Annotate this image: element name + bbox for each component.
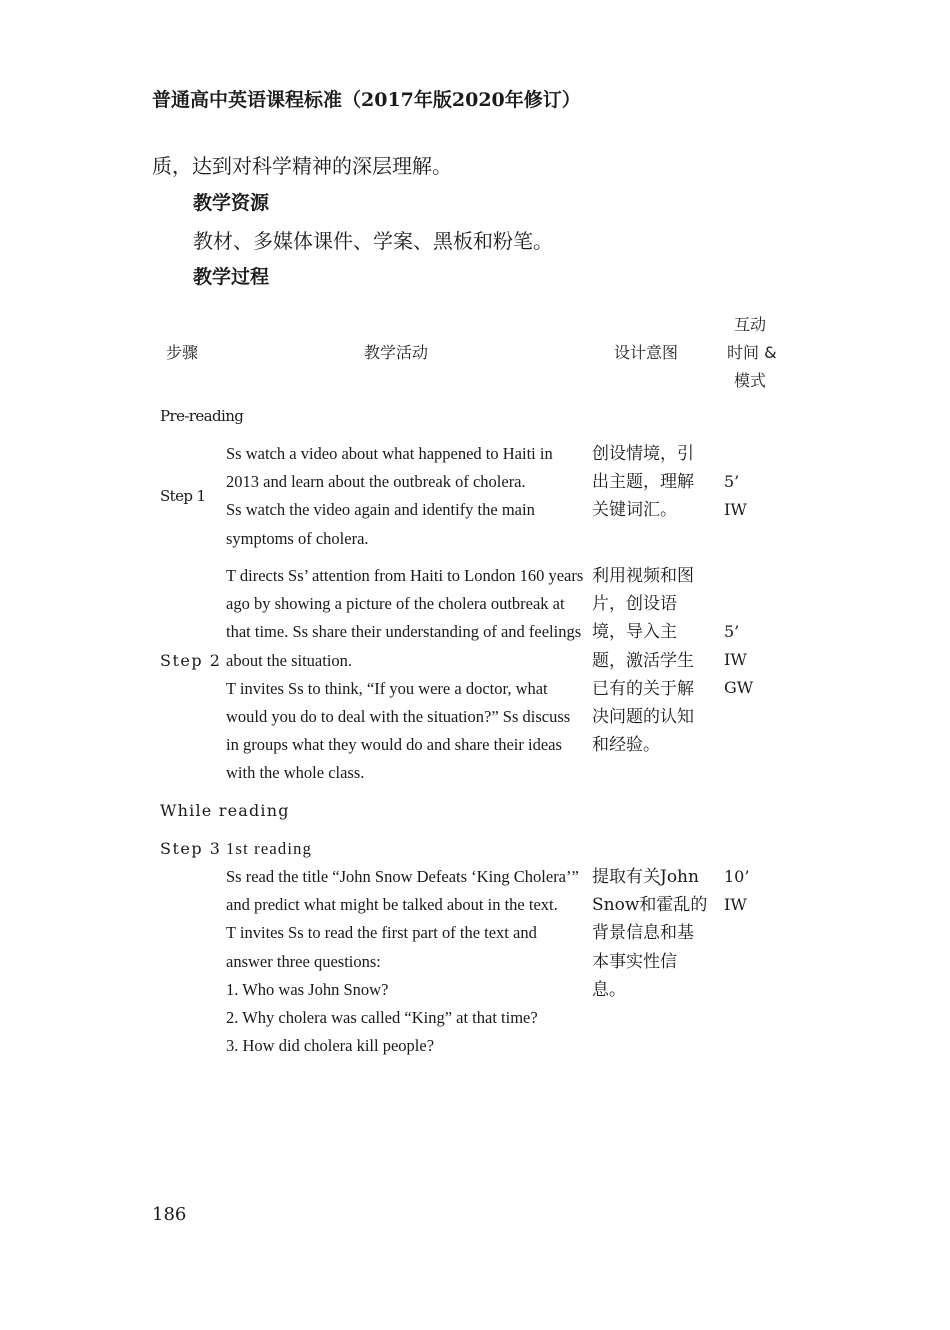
header-activity: 教学活动 — [364, 343, 429, 362]
step3-activity — [226, 863, 586, 1060]
step2-label: Step 2 — [160, 651, 222, 670]
resources-text: 教材、多媒体课件、学案、黑板和粉笔。 — [193, 229, 553, 253]
step1-activity-line: Ss watch the video again and identify the main symptoms of cholera. — [226, 500, 535, 548]
phase-while-reading: While reading — [160, 801, 290, 820]
step3-mode: 10’ IW — [724, 867, 750, 915]
step2-mode: 5’ IW GW — [724, 622, 754, 698]
step3-activity-line: Ss read the title “John Snow Defeats ‘King Cholera’” and predict what might be talked about in the text. — [226, 867, 579, 915]
running-header: 普通高中英语课程标准（2017年版2020年修订） — [152, 89, 581, 111]
step2-activity — [226, 562, 586, 788]
step3-subtitle: 1st reading — [226, 839, 313, 858]
step1-activity-line: Ss watch a video about what happened to Haiti in 2013 and learn about the outbreak of cholera. — [226, 444, 553, 492]
step1-mode: 5’ IW — [724, 472, 747, 520]
process-heading: 教学过程 — [193, 266, 270, 288]
header-mode-line3: 模式 — [734, 371, 767, 390]
step3-question: 1. Who was John Snow? — [226, 979, 389, 999]
page-number: 186 — [152, 1204, 187, 1225]
step3-activity-line: T invites Ss to read the first part of the text and answer three questions: — [226, 923, 537, 971]
continuation-text: 质，达到对科学精神的深层理解。 — [152, 154, 452, 178]
resources-heading: 教学资源 — [193, 192, 270, 214]
header-mode-line1: 互动 — [734, 315, 767, 334]
step2-activity-line: T directs Ss’ attention from Haiti to London 160 years ago by showing a picture of the cholera outbreak at that time. Ss share their understanding of and feelings about the situation. — [226, 566, 584, 670]
step2-intent: 利用视频和图片，创设语境，导入主题，激活学生已有的关于解决问题的认知和经验。 — [592, 566, 694, 756]
step1-label: Step 1 — [160, 487, 206, 505]
header-mode-line2: 时间 & — [727, 343, 777, 362]
step1-intent: 创设情境，引出主题，理解关键词汇。 — [592, 444, 694, 521]
step3-intent: 提取有关John Snow和霍乱的背景信息和基本事实性信息。 — [592, 867, 708, 1000]
step2-activity-line: T invites Ss to think, “If you were a doctor, what would you do to deal with the situation?” Ss discuss in groups what they would do and share their ideas with the whole class. — [226, 678, 571, 783]
header-step: 步骤 — [166, 343, 199, 362]
step3-label: Step 3 — [160, 839, 222, 858]
step3-question: 2. Why cholera was called “King” at that time? — [226, 1008, 538, 1028]
step3-question: 3. How did cholera kill people? — [226, 1036, 435, 1056]
step1-activity — [226, 440, 586, 553]
header-intent: 设计意图 — [614, 343, 679, 362]
phase-pre-reading: Pre-reading — [160, 407, 244, 425]
